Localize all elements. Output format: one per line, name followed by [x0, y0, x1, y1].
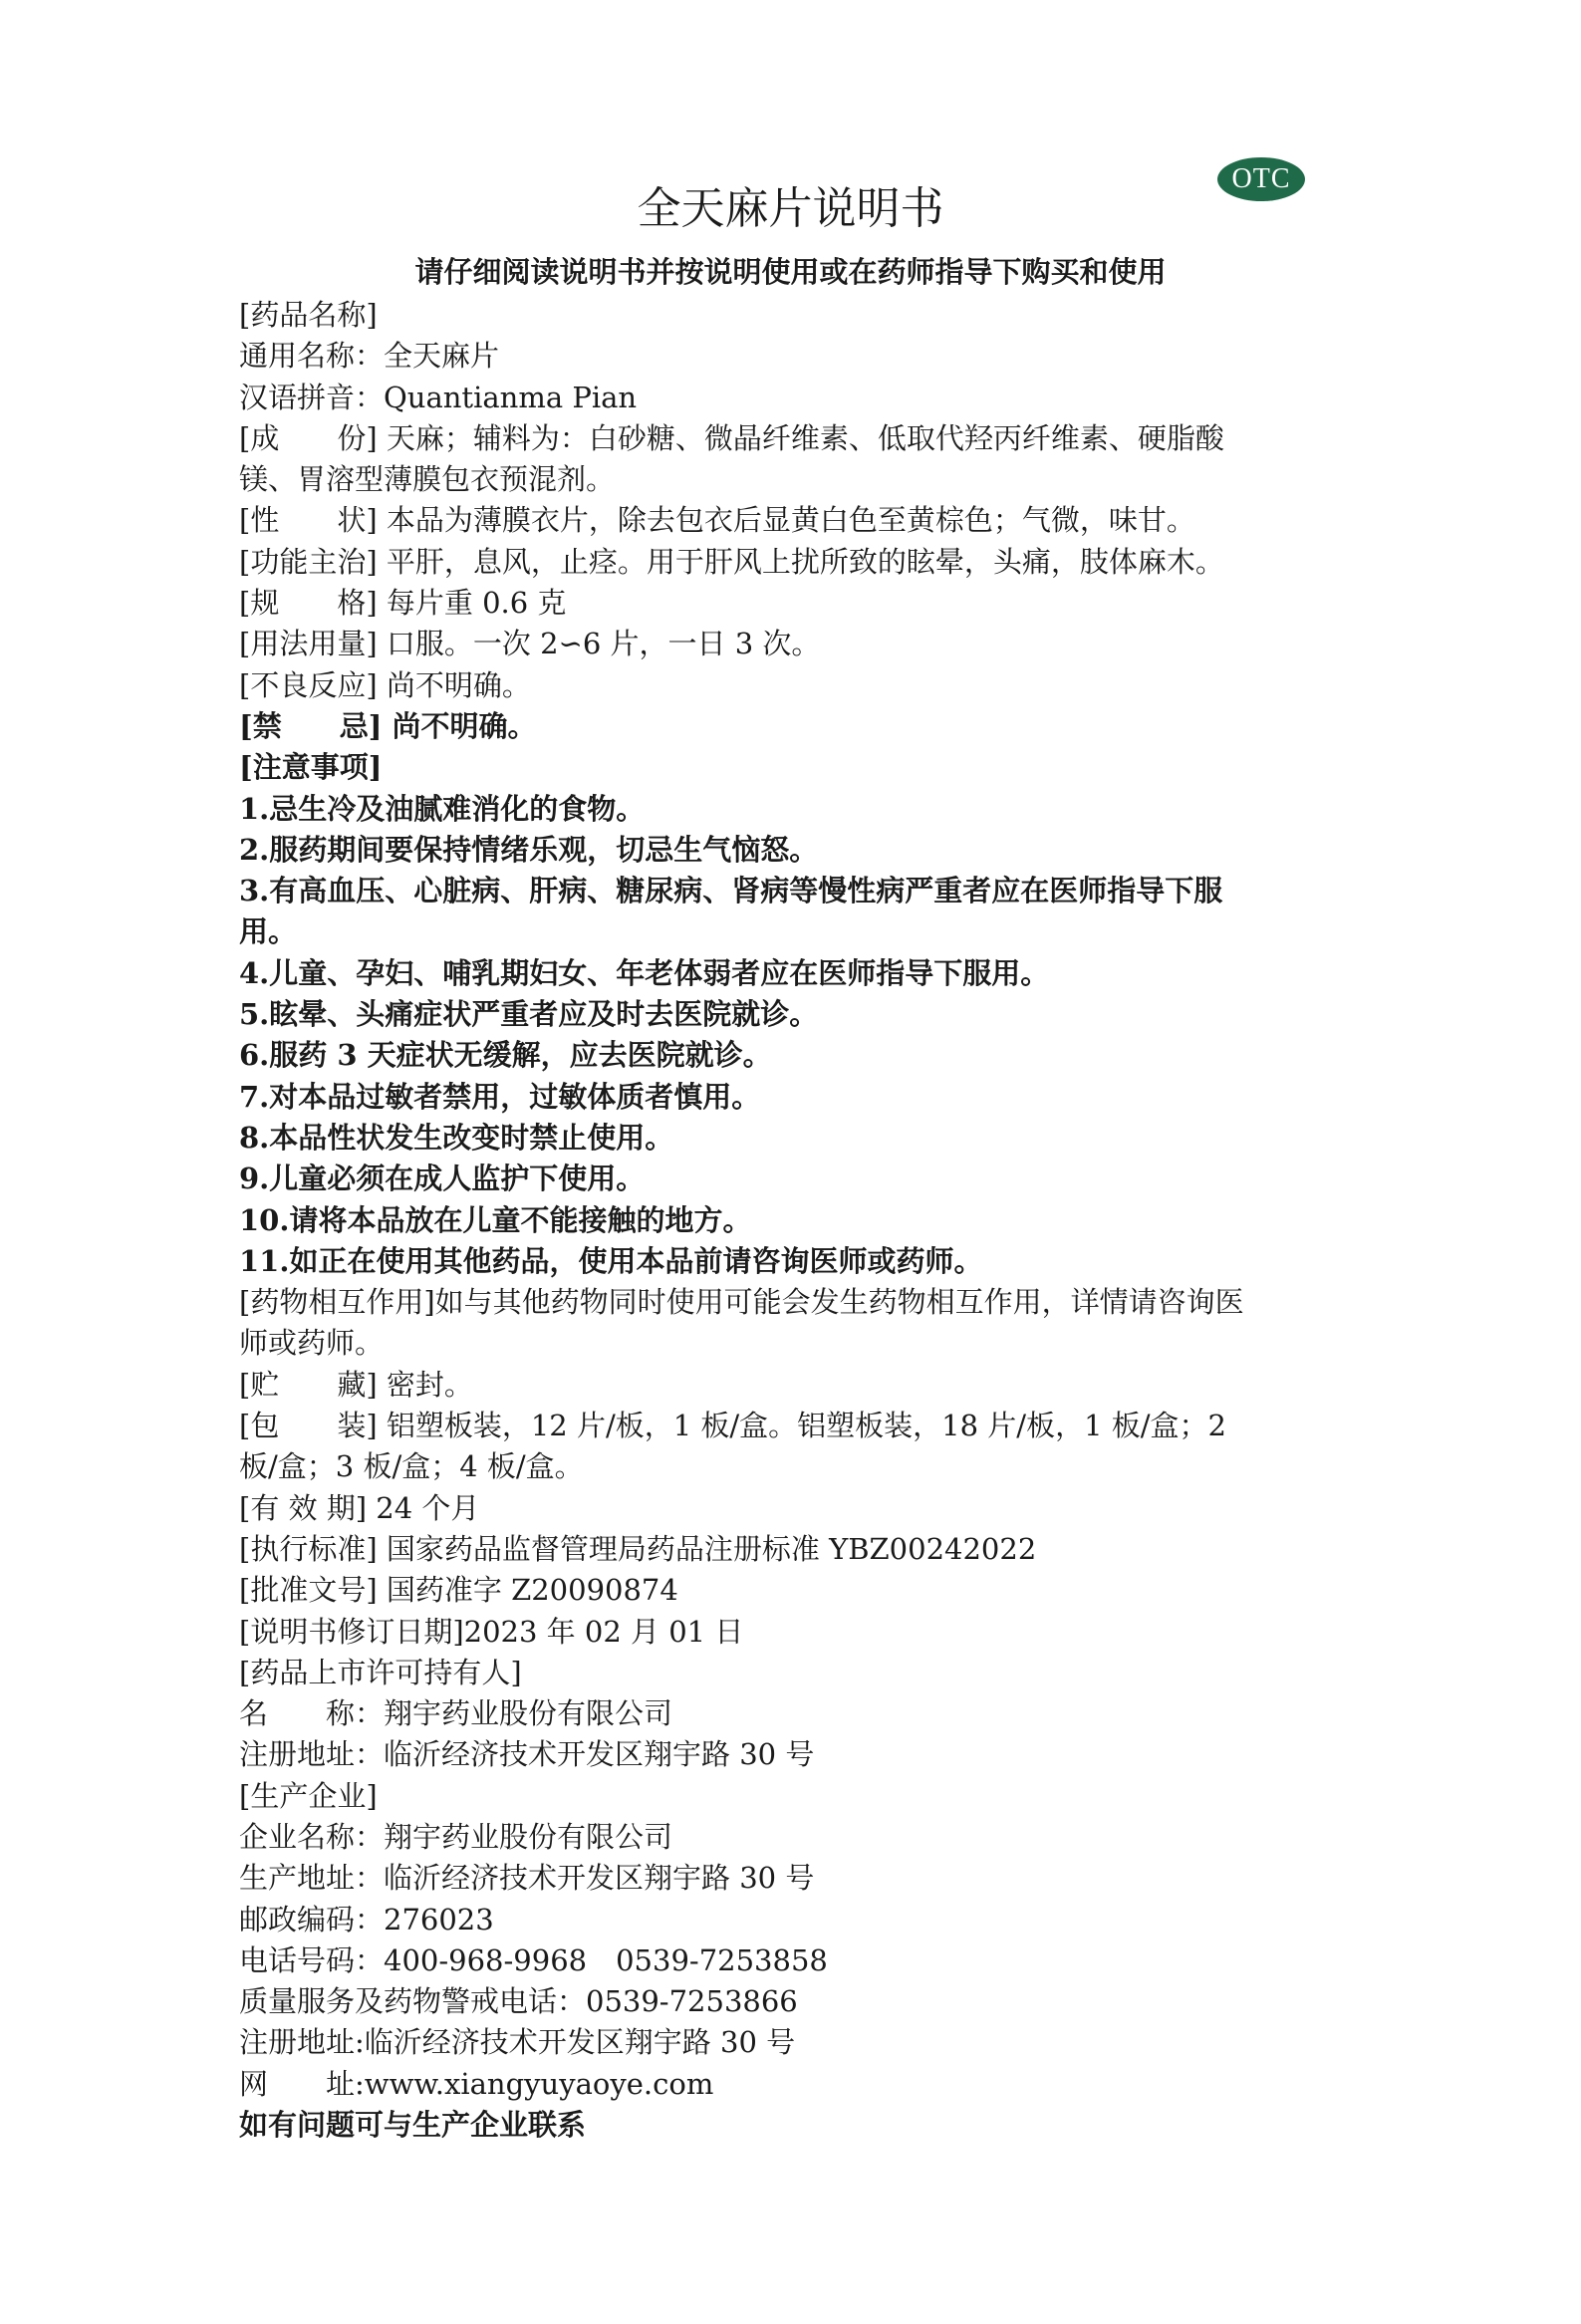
- text-line: [禁 忌] 尚不明确。: [239, 708, 537, 743]
- text-line: 企业名称：翔宇药业股份有限公司: [239, 1819, 673, 1854]
- text-line: 4.儿童、孕妇、哺乳期妇女、年老体弱者应在医师指导下服用。: [239, 955, 1050, 990]
- text-line: 2.服药期间要保持情绪乐观，切忌生气恼怒。: [239, 832, 819, 867]
- text-line: [成 份] 天麻；辅料为：白砂糖、微晶纤维素、低取代羟丙纤维素、硬脂酸: [239, 420, 1224, 455]
- otc-badge: OTC: [1217, 157, 1305, 201]
- text-line: [不良反应] 尚不明确。: [239, 667, 531, 702]
- text-line: 网 址:www.xiangyuyaoye.com: [239, 2066, 714, 2101]
- text-line: 3.有高血压、心脏病、肝病、糖尿病、肾病等慢性病严重者应在医师指导下服: [239, 874, 1223, 908]
- text-line: [用法用量] 口服。一次 2∽6 片，一日 3 次。: [239, 627, 821, 661]
- text-line: 6.服药 3 天症状无缓解，应去医院就诊。: [239, 1038, 772, 1073]
- text-line: [批准文号] 国药准字 Z20090874: [239, 1573, 678, 1608]
- text-line: 7.对本品过敏者禁用，过敏体质者慎用。: [239, 1079, 761, 1114]
- text-line: [生产企业]: [239, 1778, 378, 1813]
- text-line: [贮 藏] 密封。: [239, 1367, 473, 1402]
- text-line: [包 装] 铝塑板装，12 片/板，1 板/盒。铝塑板装，18 片/板，1 板/盒；2: [239, 1409, 1226, 1443]
- text-line: [功能主治] 平肝，息风，止痉。用于肝风上扰所致的眩晕，头痛，肢体麻木。: [239, 544, 1224, 579]
- text-line: 名 称：翔宇药业股份有限公司: [239, 1696, 673, 1731]
- text-line: 汉语拼音：Quantianma Pian: [239, 380, 638, 414]
- text-line: 1.忌生冷及油腻难消化的食物。: [239, 791, 646, 826]
- text-line: [执行标准] 国家药品监督管理局药品注册标准 YBZ00242022: [239, 1531, 1037, 1566]
- text-line: [说明书修订日期]2023 年 02 月 01 日: [239, 1614, 744, 1649]
- document-subtitle: 请仔细阅读说明书并按说明使用或在药师指导下购买和使用: [414, 255, 1167, 289]
- text-line: 质量服务及药物警戒电话：0539-7253866: [239, 1984, 798, 2019]
- text-line: 10.请将本品放在儿童不能接触的地方。: [239, 1202, 752, 1237]
- text-line: [有 效 期] 24 个月: [239, 1490, 480, 1525]
- text-line: 11.如正在使用其他药品，使用本品前请咨询医师或药师。: [239, 1243, 983, 1278]
- text-line: [药物相互作用]如与其他药物同时使用可能会发生药物相互作用，详情请咨询医: [239, 1285, 1244, 1320]
- text-line: 8.本品性状发生改变时禁止使用。: [239, 1120, 674, 1155]
- text-line: 如有问题可与生产企业联系: [239, 2108, 587, 2143]
- text-line: 师或药师。: [239, 1326, 385, 1361]
- text-line: [注意事项]: [239, 750, 383, 785]
- document-title: 全天麻片说明书: [637, 183, 944, 234]
- text-line: [性 状] 本品为薄膜衣片，除去包衣后显黄白色至黄棕色；气微，味甘。: [239, 503, 1195, 538]
- text-line: 镁、胃溶型薄膜包衣预混剂。: [239, 462, 616, 497]
- text-line: 板/盒；3 板/盒；4 板/盒。: [239, 1449, 584, 1484]
- text-line: 邮政编码：276023: [239, 1902, 494, 1937]
- text-line: 电话号码：400-968-9968 0539-7253858: [239, 1942, 828, 1977]
- text-line: 用。: [239, 914, 298, 949]
- text-line: 通用名称：全天麻片: [239, 339, 500, 374]
- text-line: [药品上市许可持有人]: [239, 1655, 522, 1689]
- text-line: 5.眩晕、头痛症状严重者应及时去医院就诊。: [239, 997, 819, 1032]
- text-line: [规 格] 每片重 0.6 克: [239, 586, 567, 621]
- text-line: 注册地址：临沂经济技术开发区翔宇路 30 号: [239, 1737, 815, 1772]
- text-line: 注册地址:临沂经济技术开发区翔宇路 30 号: [239, 2025, 796, 2060]
- leaflet-body: [239, 295, 1345, 2146]
- text-line: [药品名称]: [239, 298, 378, 332]
- text-line: 生产地址：临沂经济技术开发区翔宇路 30 号: [239, 1861, 815, 1896]
- text-line: 9.儿童必须在成人监护下使用。: [239, 1162, 646, 1196]
